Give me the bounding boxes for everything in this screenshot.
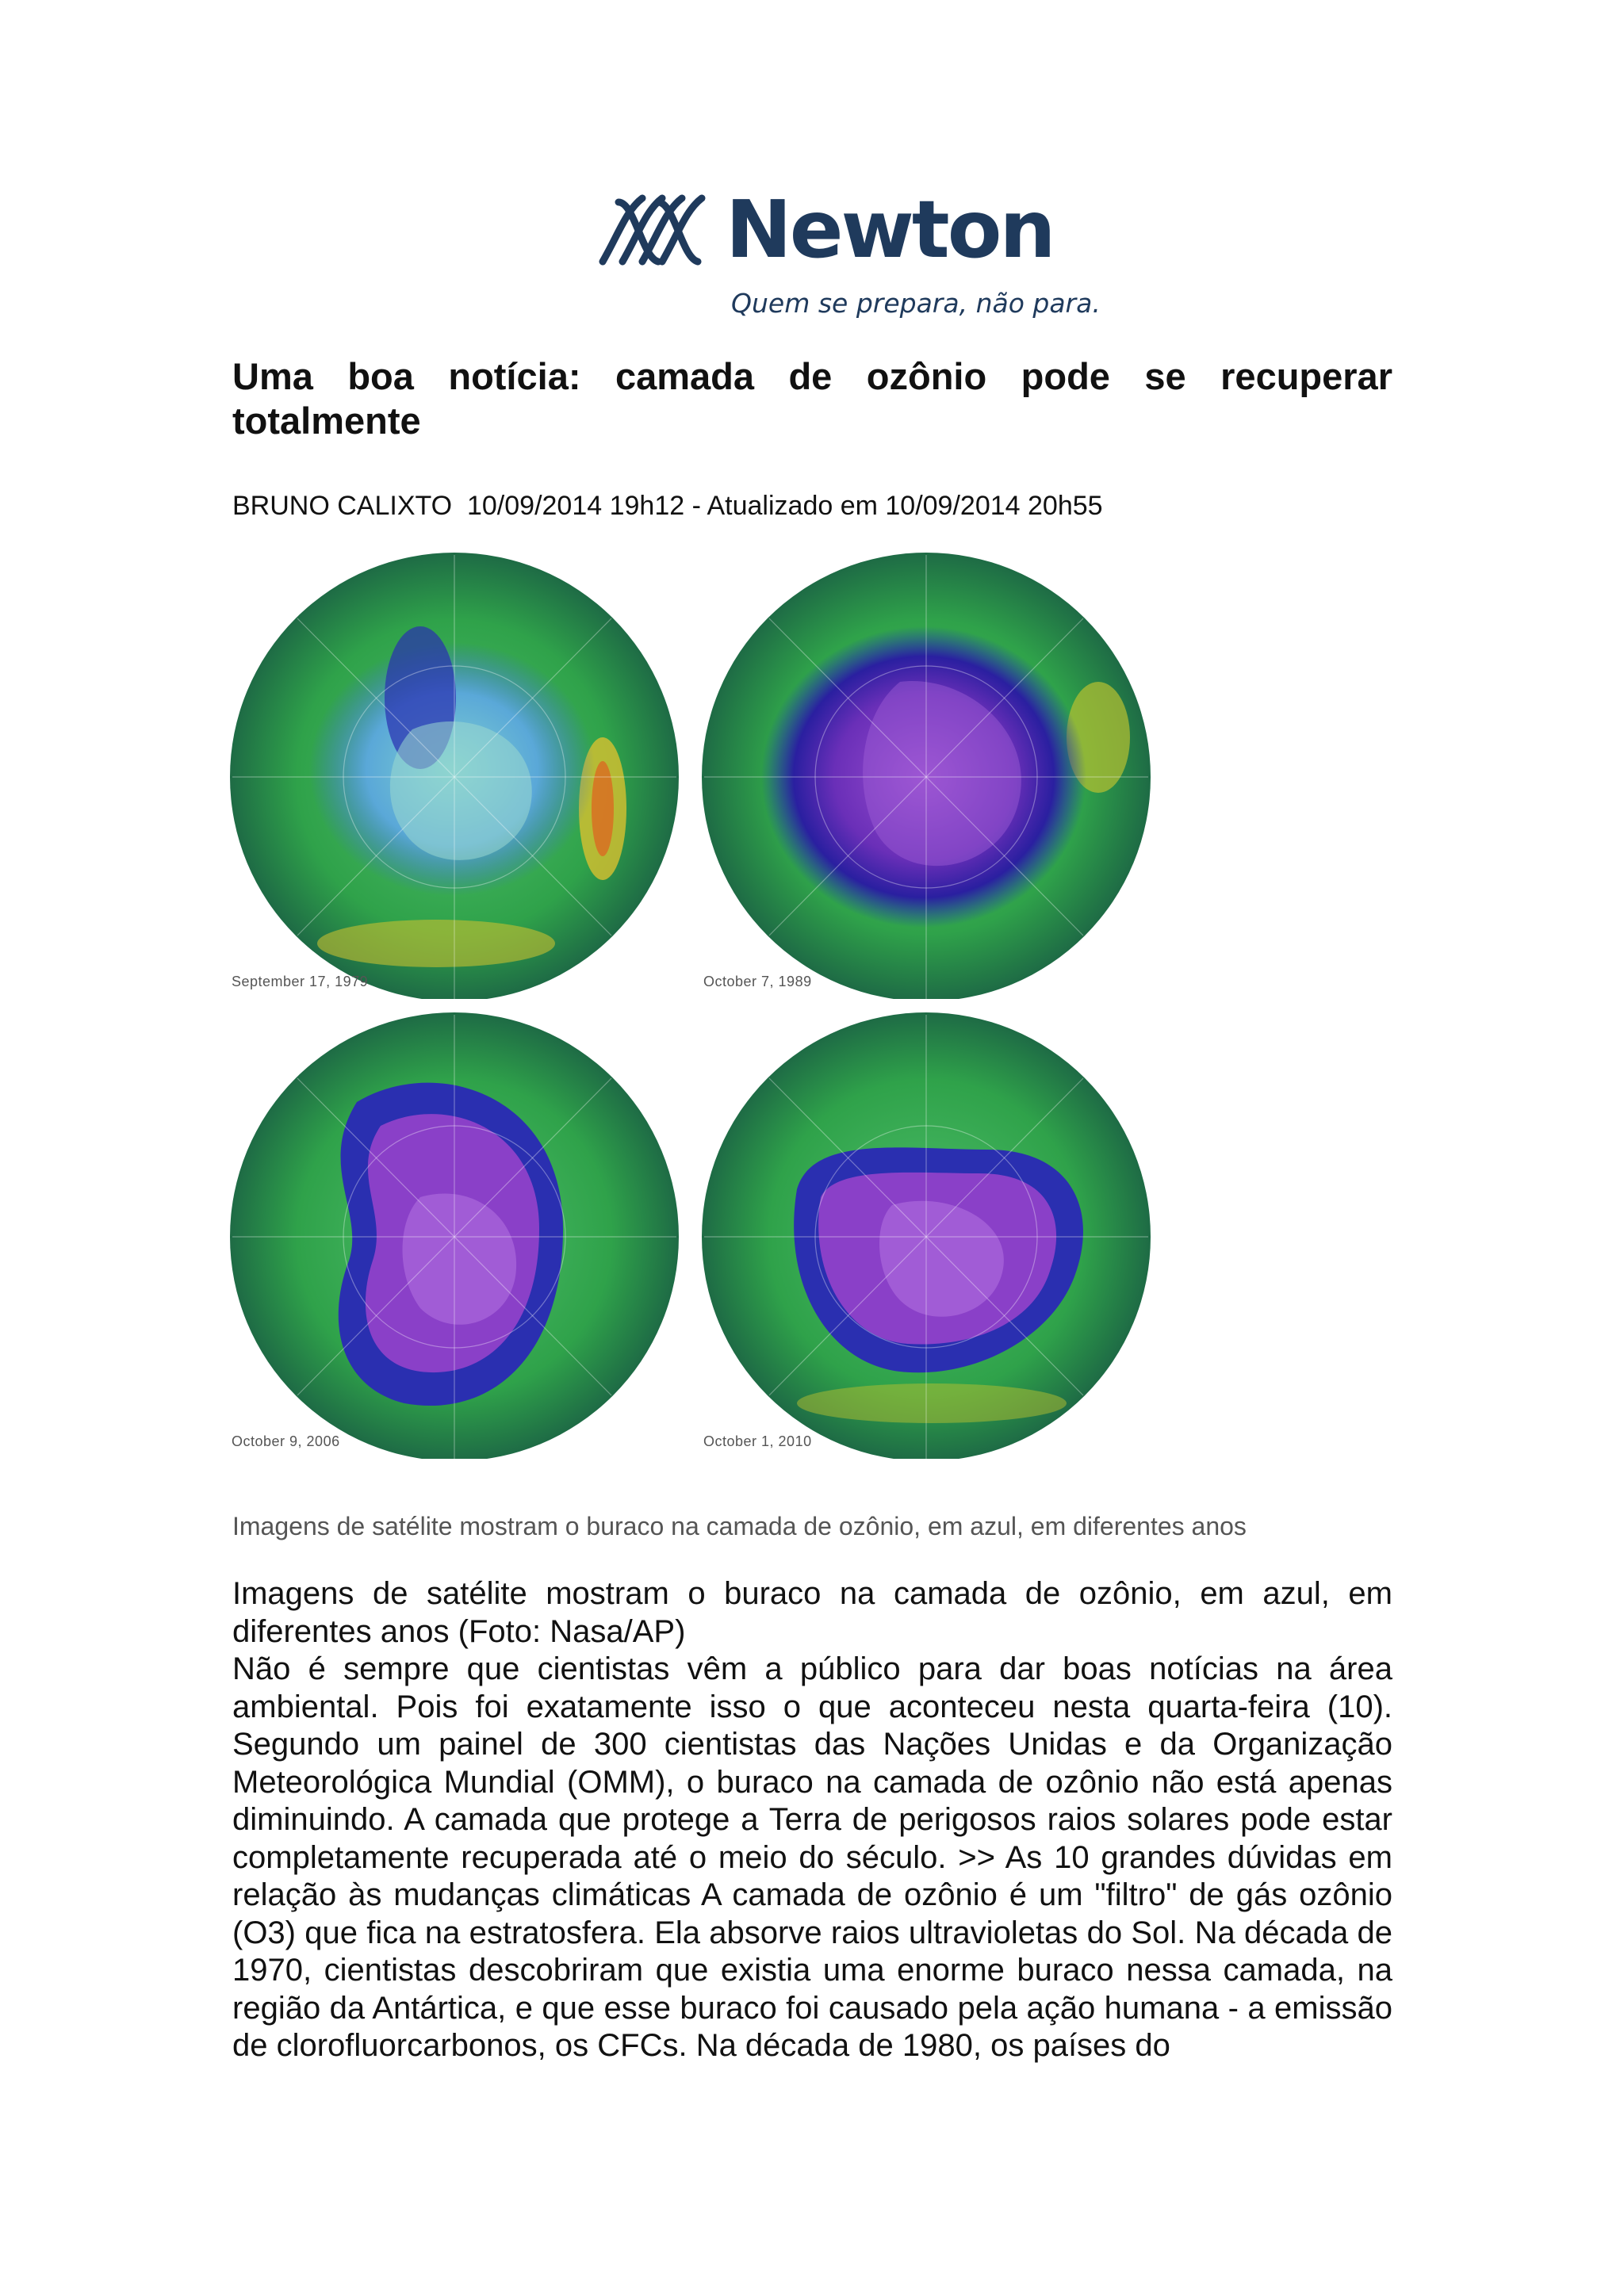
- ozone-figure: [230, 547, 1158, 1475]
- newton-logo-mark-icon: [595, 186, 722, 274]
- ozone-globe-1989: [702, 547, 1170, 1011]
- ozone-map-2006-image: [230, 1007, 690, 1459]
- globe-date-label: October 7, 1989: [703, 974, 812, 989]
- globe-date-label: October 1, 2010: [703, 1433, 812, 1449]
- article-body: [232, 1575, 1392, 2065]
- globe-date-label: September 17, 1979: [232, 974, 369, 989]
- article-paragraph: Imagens de satélite mostram o buraco na camada de ozônio, em azul, em diferentes anos (Foto: Nasa/AP): [232, 1576, 1392, 1649]
- ozone-map-2010-image: [702, 1007, 1162, 1459]
- ozone-map-1989-image: [702, 547, 1162, 999]
- newton-logo: [595, 183, 1101, 329]
- ozone-map-1979-image: [230, 547, 690, 999]
- ozone-globe-2010: [702, 1007, 1170, 1471]
- logo-brand: Newton: [726, 183, 1054, 276]
- logo-tagline: Quem se prepara, não para.: [731, 288, 1101, 319]
- ozone-globe-1979: [230, 547, 698, 1011]
- ozone-globe-2006: [230, 1007, 698, 1471]
- article-title: Uma boa notícia: camada de ozônio pode se recuperar totalmente: [232, 355, 1392, 442]
- globe-date-label: October 9, 2006: [232, 1433, 340, 1449]
- article-byline: BRUNO CALIXTO 10/09/2014 19h12 - Atualizado em 10/09/2014 20h55: [232, 491, 1103, 521]
- article-paragraph: Não é sempre que cientistas vêm a público para dar boas notícias na área ambiental. Pois foi exatamente isso o que aconteceu nesta quarta-feira (10). Segundo um painel de 300 cientistas das Nações Unidas e da Organização Meteorológica Mundial (OMM), o buraco na camada de ozônio não está apenas diminuindo. A camada que protege a Terra de perigosos raios solares pode estar completamente recuperada até o meio do século. >> As 10 grandes dúvidas em relação às mudanças climáticas A camada de ozônio é um "filtro" de gás ozônio (O3) que fica na estratosfera. Ela absorve raios ultravioletas do Sol. Na década de 1970, cientistas descobriram que existia uma enorme buraco nessa camada, na região da Antártica, e que esse buraco foi causado pela ação humana - a emissão de clorofluorcarbonos, os CFCs. Na década de 1980, os países do: [232, 1651, 1392, 2063]
- figure-caption: Imagens de satélite mostram o buraco na camada de ozônio, em azul, em diferentes anos: [232, 1512, 1247, 1540]
